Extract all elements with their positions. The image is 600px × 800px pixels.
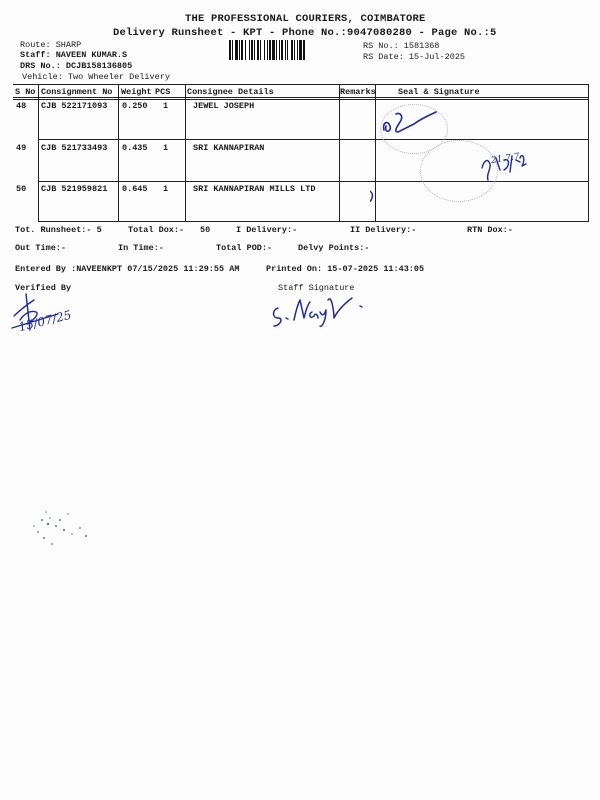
scan-specks [20,490,130,560]
col-header-weight: Weight [121,87,152,97]
tot-runsheet: Tot. Runsheet:- 5 [15,225,102,235]
runsheet-heading: Delivery Runsheet - KPT - Phone No.:9047080280 - Page No.:5 [113,27,497,39]
entered-by: Entered By :NAVEENKPT 07/15/2025 11:29:55 AM [15,264,240,274]
col-header-remarks: Remarks [340,87,376,97]
vehicle-label: Vehicle: Two Wheeler Delivery [22,72,170,82]
barcode [229,40,357,60]
row-consignment: CJB 522171093 [41,101,108,111]
col-header-sno: S No [15,87,36,97]
row-consignee: JEWEL JOSEPH [193,101,255,111]
row-sno: 49 [16,143,27,153]
verified-by-label: Verified By [15,283,72,293]
row-weight: 0.645 [122,184,148,194]
row-pcs: 1 [163,143,169,153]
delivery-signatures [370,100,590,222]
row-consignment: CJB 521959821 [41,184,108,194]
company-title: THE PROFESSIONAL COURIERS, COIMBATORE [185,13,426,25]
printed-on: Printed On: 15-07-2025 11:43:05 [266,264,425,274]
row-pcs: 1 [163,101,169,111]
ii-delivery: II Delivery:- [350,225,417,235]
staff-signature-label: Staff Signature [278,283,355,293]
row-consignee: SRI KANNAPIRAN MILLS LTD [193,184,316,194]
row-weight: 0.435 [122,143,148,153]
row-sno: 48 [16,101,27,111]
verified-date: 15/07/25 [17,307,73,335]
out-time: Out Time:- [15,243,67,253]
route-label: Route: SHARP [20,40,82,50]
col-header-pcs: PCS [155,87,171,97]
total-pod: Total POD:- [216,243,273,253]
row-consignment: CJB 521733493 [41,143,108,153]
total-dox-label: Total Dox:- [128,225,185,235]
total-dox-value: 50 [200,225,211,235]
rs-number: RS No.: 1581368 [363,41,440,51]
rtn-dox: RTN Dox:- [467,225,513,235]
col-header-consignee: Consignee Details [187,87,274,97]
row-weight: 0.250 [122,101,148,111]
drs-number: DRS No.: DCJB158136805 [20,61,133,71]
row-consignee: SRI KANNAPIRAN [193,143,265,153]
staff-label: Staff: NAVEEN KUMAR.S [20,50,128,60]
col-header-consignment: Consignment No [41,87,113,97]
handwritten-note: 21.7.7 [490,152,521,166]
rs-date: RS Date: 15-Jul-2025 [363,52,466,62]
delvy-points: Delvy Points:- [298,243,370,253]
staff-signature [268,290,378,332]
in-time: In Time:- [118,243,164,253]
col-header-seal-signature: Seal & Signature [398,87,480,97]
row-sno: 50 [16,184,27,194]
row-pcs: 1 [163,184,169,194]
i-delivery: I Delivery:- [236,225,298,235]
